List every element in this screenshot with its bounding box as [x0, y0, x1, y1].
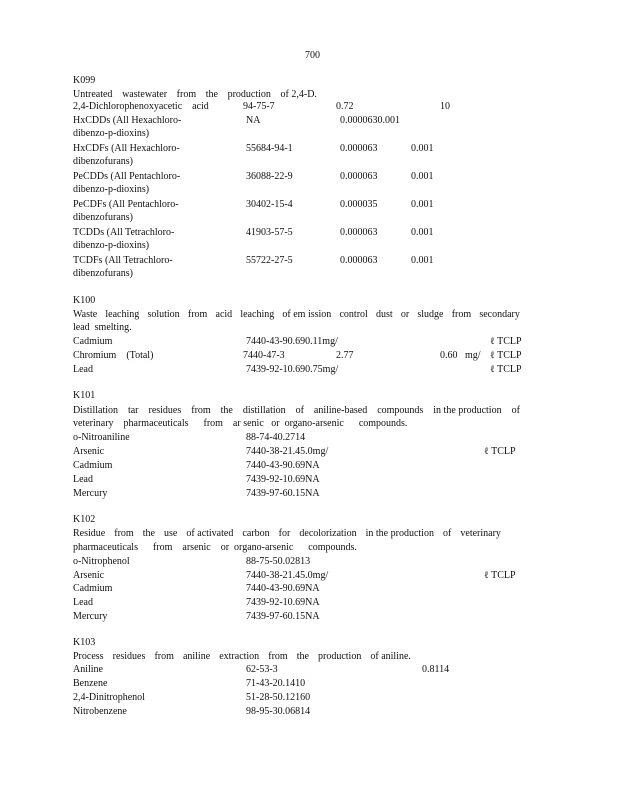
nonwastewater-value: 10: [440, 101, 450, 112]
constituent-name: TCDFs (All Tetrachloro-: [73, 255, 173, 266]
cas-number: 7439-92-10.69NA: [246, 597, 320, 608]
cas-number: 7439-92-10.690.75mg/: [246, 364, 339, 375]
wastewater-value: 0.000063: [340, 255, 378, 266]
cas-number: NA: [246, 115, 261, 126]
cas-number: 94-75-7: [243, 101, 275, 112]
wastewater-value: 0.8114: [422, 664, 450, 675]
cas-number: 55684-94-1: [246, 143, 293, 154]
nonwastewater-value: 0.001: [411, 255, 434, 266]
wastewater-value: 0.000035: [340, 199, 378, 210]
wastewater-value: 0.000063: [340, 143, 378, 154]
constituent-name: Arsenic: [73, 570, 105, 581]
constituent-name: Cadmium: [73, 336, 113, 347]
cas-number: 36088-22-9: [246, 171, 293, 182]
cas-number: 7440-43-90.690.11mg/: [246, 336, 338, 347]
constituent-name: Mercury: [73, 611, 108, 622]
constituent-name-continued: dibenzo-p-dioxins): [73, 128, 150, 139]
constituent-name-continued: dibenzo-p-dioxins): [73, 240, 150, 251]
cas-number: 7440-38-21.45.0mg/: [246, 446, 329, 457]
section-code-k099: K099: [73, 75, 96, 86]
wastewater-value: 0.000063: [340, 171, 378, 182]
constituent-name: Lead: [73, 597, 93, 608]
cas-number: 71-43-20.1410: [246, 678, 306, 689]
section-code-k101: K101: [73, 390, 96, 401]
constituent-name: o-Nitroaniline: [73, 432, 130, 443]
tclp-unit: ℓ TCLP: [490, 350, 522, 361]
constituent-name: Mercury: [73, 488, 108, 499]
constituent-name: 2,4-Dinitrophenol: [73, 692, 145, 703]
cas-number: 7440-43-90.69NA: [246, 583, 320, 594]
constituent-name: Lead: [73, 474, 93, 485]
wastewater-value: 0.000063: [340, 227, 378, 238]
cas-number: 62-53-3: [246, 664, 278, 675]
section-code-k102: K102: [73, 514, 96, 525]
constituent-name: HxCDDs (All Hexachloro-: [73, 115, 182, 126]
constituent-name: 2,4-Dichlorophenoxyacetic acid: [73, 101, 209, 112]
tclp-unit: ℓ TCLP: [490, 336, 522, 347]
constituent-name: Chromium (Total): [73, 350, 154, 361]
wastewater-value: 0.0000630.001: [340, 115, 400, 126]
tclp-unit: ℓ TCLP: [490, 364, 522, 375]
constituent-name-continued: dibenzofurans): [73, 212, 133, 223]
cas-number: 41903-57-5: [246, 227, 293, 238]
constituent-name: Aniline: [73, 664, 103, 675]
cas-number: 88-74-40.2714: [246, 432, 306, 443]
constituent-name-continued: dibenzofurans): [73, 268, 133, 279]
constituent-name: HxCDFs (All Hexachloro-: [73, 143, 180, 154]
constituent-name-continued: dibenzofurans): [73, 156, 133, 167]
constituent-name: Arsenic: [73, 446, 105, 457]
section-description-k101-line2: veterinary pharmaceuticals from ar senic or organo-arsenic compounds.: [73, 418, 408, 429]
constituent-name: Cadmium: [73, 460, 113, 471]
tclp-unit: ℓ TCLP: [484, 446, 516, 457]
section-description-k100: Waste leaching solution from acid leaching of em ission control dust or sludge from secondary: [73, 309, 520, 320]
constituent-name: Cadmium: [73, 583, 113, 594]
constituent-name: PeCDDs (All Pentachloro-: [73, 171, 181, 182]
constituent-name: TCDDs (All Tetrachloro-: [73, 227, 175, 238]
cas-number: 7439-97-60.15NA: [246, 488, 320, 499]
nonwastewater-value: 0.001: [411, 199, 434, 210]
constituent-name: Nitrobenzene: [73, 706, 127, 717]
constituent-name: Lead: [73, 364, 93, 375]
section-description-k102-line2: pharmaceuticals from arsenic or organo-arsenic compounds.: [73, 542, 357, 553]
constituent-name: Benzene: [73, 678, 108, 689]
cas-number: 7439-92-10.69NA: [246, 474, 320, 485]
section-description-k101: Distillation tar residues from the distillation of aniline-based compounds in the production of: [73, 405, 520, 416]
cas-number: 7440-47-3: [243, 350, 285, 361]
cas-number: 88-75-50.02813: [246, 556, 311, 567]
nonwastewater-value: 0.001: [411, 143, 434, 154]
section-description-k102: Residue from the use of activated carbon for decolorization in the production of veterinary: [73, 528, 501, 539]
cas-number: 55722-27-5: [246, 255, 293, 266]
section-description-k103: Process residues from aniline extraction from the production of aniline.: [73, 651, 411, 662]
constituent-name-continued: dibenzo-p-dioxins): [73, 184, 150, 195]
cas-number: 7440-43-90.69NA: [246, 460, 320, 471]
nonwastewater-value: 0.001: [411, 227, 434, 238]
section-code-k103: K103: [73, 637, 96, 648]
cas-number: 51-28-50.12160: [246, 692, 311, 703]
tclp-unit: ℓ TCLP: [484, 570, 516, 581]
cas-number: 30402-15-4: [246, 199, 293, 210]
page-number: 700: [305, 50, 320, 61]
cas-number: 7439-97-60.15NA: [246, 611, 320, 622]
wastewater-value: 2.77: [336, 350, 354, 361]
cas-number: 98-95-30.06814: [246, 706, 311, 717]
nonwastewater-value: 0.60 mg/: [440, 350, 481, 361]
wastewater-value: 0.72: [336, 101, 354, 112]
constituent-name: o-Nitrophenol: [73, 556, 130, 567]
nonwastewater-value: 0.001: [411, 171, 434, 182]
cas-number: 7440-38-21.45.0mg/: [246, 570, 329, 581]
section-description-k100-line2: lead smelting.: [73, 322, 132, 333]
constituent-name: PeCDFs (All Pentachloro-: [73, 199, 179, 210]
section-description-k099: Untreated wastewater from the production of 2,4-D.: [73, 89, 317, 100]
section-code-k100: K100: [73, 295, 96, 306]
